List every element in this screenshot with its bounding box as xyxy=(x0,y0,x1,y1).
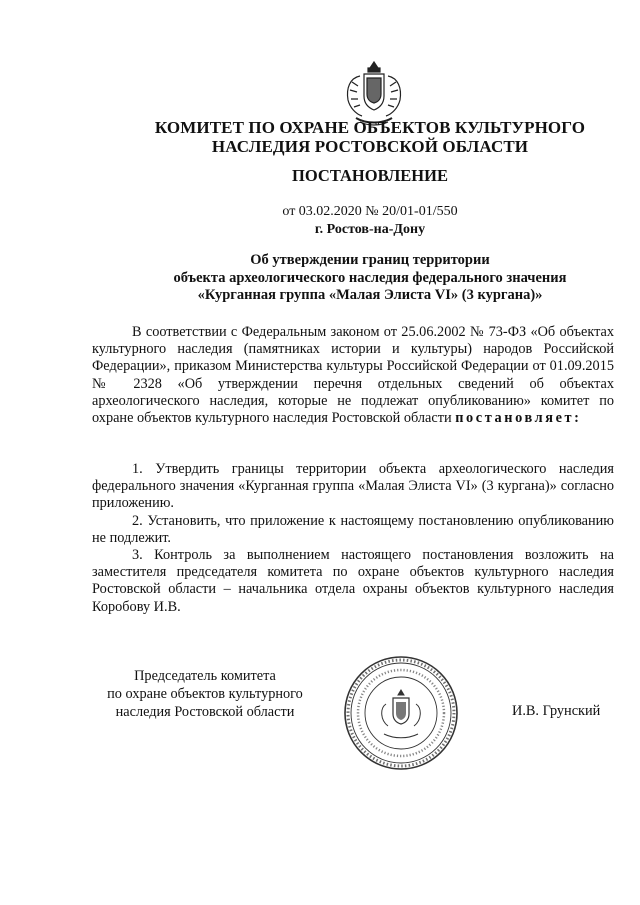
document-type: ПОСТАНОВЛЕНИЕ xyxy=(292,166,448,185)
document-subject xyxy=(100,252,640,305)
org-line-2: НАСЛЕДИЯ РОСТОВСКОЙ ОБЛАСТИ xyxy=(211,137,529,156)
signatory-title xyxy=(90,667,320,721)
preamble-paragraph xyxy=(92,324,614,427)
decision-items xyxy=(92,461,614,616)
subject-line-3: «Курганная группа «Малая Элиста VI» (3 кургана)» xyxy=(197,287,543,303)
subject-line-1: Об утверждении границ территории xyxy=(250,252,490,268)
signatory-title-line-2: по охране объектов культурного xyxy=(107,686,303,702)
signatory-title-line-3: наследия Ростовской области xyxy=(115,704,295,720)
signatory-title-line-1: Председатель комитета xyxy=(134,668,276,684)
decision-item: 1. Утвердить границы территории объекта археологического наследия федерального значения «Курганная группа «Малая Элиста VI» (3 кургана)» согласно приложению. xyxy=(92,461,614,512)
preamble xyxy=(92,324,614,427)
decision-item: 2. Установить, что приложение к настоящему постановлению опубликованию не подлежит. xyxy=(92,512,614,546)
signatory-name: И.В. Грунский xyxy=(512,703,601,719)
organization-name xyxy=(130,118,610,156)
org-line-1: КОМИТЕТ ПО ОХРАНЕ ОБЪЕКТОВ КУЛЬТУРНОГО xyxy=(154,118,586,137)
preamble-text: В соответствии с Федеральным законом от 25.06.2002 № 73-ФЗ «Об объектах культурного наследия (памятниках истории и культуры) народов Российской Федерации», приказом Министерства культуры Российской Федерации от 01.09.2015 № 2328 «Об утверждении перечня отдельных сведений об объектах археологического наследия, которые не подлежат опубликованию» комитет по охране объектов культурного наследия Ростовской области xyxy=(92,324,614,427)
date-and-number: от 03.02.2020 № 20/01-01/550 xyxy=(282,204,458,219)
decree-word: постановляет: xyxy=(455,410,582,427)
subject-line-2: объекта археологического наследия федерального значения xyxy=(173,269,567,286)
official-seal-icon xyxy=(342,654,460,772)
decision-item: 3. Контроль за выполнением настоящего постановления возложить на заместителя председателя комитета по охране объектов культурного наследия Ростовской области – начальника отдела охраны объектов культурного наследия Коробову И.В. xyxy=(92,547,614,615)
city: г. Ростов-на-Дону xyxy=(314,222,426,237)
